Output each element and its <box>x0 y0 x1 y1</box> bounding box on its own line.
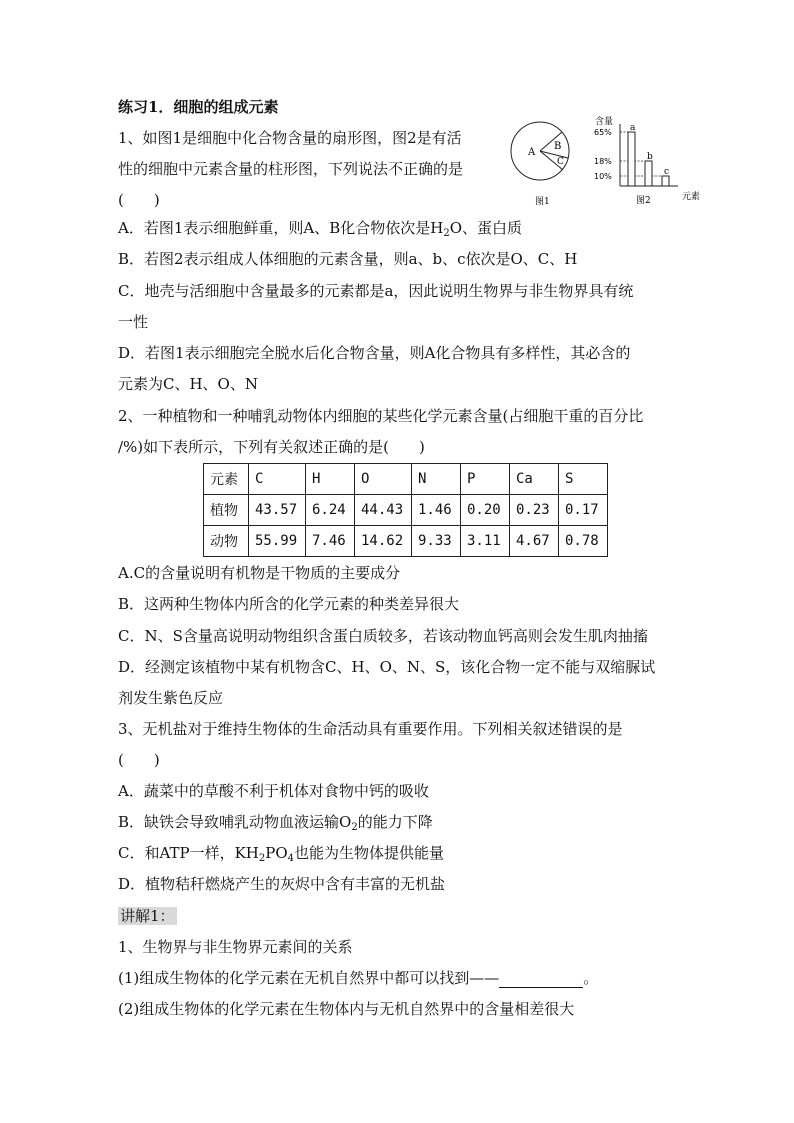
chart-caption: 图2 <box>636 196 651 206</box>
table-cell: 43.57 <box>249 495 306 526</box>
q2-stem-line-2: /%)如下表所示，下列有关叙述正确的是( ) <box>118 438 425 456</box>
q1-option-a-text-end: O、蛋白质 <box>449 219 523 237</box>
q3-option-d: D．植物秸秆燃烧产生的灰烬中含有丰富的无机盐 <box>118 875 446 893</box>
q3-option-c-text-mid: PO <box>265 844 288 862</box>
q2-option-c: C．N、S含量高说明动物组织含蛋白质较多，若该动物血钙高则会发生肌肉抽搐 <box>118 627 648 645</box>
q3-stem-line-1: 3、无机盐对于维持生物体的生命活动具有重要作用。下列相关叙述错误的是 <box>118 720 623 738</box>
table-cell: N <box>412 464 461 495</box>
table-cell: 7.46 <box>306 526 355 557</box>
q3-option-c <box>118 843 444 863</box>
explanation-point-1: 1、生物界与非生物界元素间的关系 <box>118 938 353 956</box>
y-tick-label: 65% <box>594 128 612 137</box>
answer-blank <box>499 973 583 988</box>
q3-option-b-text: B．缺铁会导致哺乳动物血液运输O <box>118 813 352 831</box>
q3-option-b <box>118 812 433 832</box>
subscript: 2 <box>443 228 450 239</box>
explanation-label-text: 讲解1： <box>120 907 175 925</box>
pie-caption: 图1 <box>535 197 550 207</box>
q1-option-b: B．若图2表示组成人体细胞的元素含量，则a、b、c依次是O、C、H <box>118 250 578 268</box>
pie-label-a: A <box>528 147 536 158</box>
table-cell: 0.78 <box>559 526 608 557</box>
table-cell: 0.17 <box>559 495 608 526</box>
q1-option-c-line-2: 一性 <box>118 313 149 331</box>
table-cell: P <box>461 464 510 495</box>
table-cell: 元素 <box>204 464 249 495</box>
y-tick-label: 10% <box>594 172 612 181</box>
bar-label-c: c <box>664 167 670 177</box>
table-header-row <box>204 464 608 495</box>
bar-a <box>628 132 635 186</box>
figure-1-pie-chart <box>510 118 576 210</box>
chart-y-label: 含量 <box>595 117 614 127</box>
q3-option-c-text-end: 也能为生物体提供能量 <box>294 844 445 862</box>
pie-label-c: C <box>557 157 564 167</box>
q2-option-a: A.C的含量说明有机物是干物质的主要成分 <box>118 564 401 582</box>
y-tick-label: 18% <box>594 157 612 166</box>
subscript: 2 <box>258 853 266 864</box>
q2-option-d-line-2: 剂发生紫色反应 <box>118 689 224 707</box>
table-row <box>204 495 608 526</box>
subscript: 4 <box>287 853 295 864</box>
explanation-label <box>118 906 177 926</box>
q1-option-c-line-1: C．地壳与活细胞中含量最多的元素都是a，因此说明生物界与非生物界具有统 <box>118 282 634 300</box>
table-cell: 动物 <box>204 526 249 557</box>
table-cell: S <box>559 464 608 495</box>
bar-label-a: a <box>630 123 636 133</box>
table-cell: 1.46 <box>412 495 461 526</box>
table-cell: Ca <box>510 464 559 495</box>
q3-option-a: A．蔬菜中的草酸不利于机体对食物中钙的吸收 <box>118 782 429 800</box>
q1-stem-line-1: 1、如图1是细胞中化合物含量的扇形图，图2是有活 <box>118 129 462 147</box>
bar-c <box>662 176 669 186</box>
q2-option-d-line-1: D．经测定该植物中某有机物含C、H、O、N、S，该化合物一定不能与双缩脲试 <box>118 658 656 676</box>
q3-answer-bracket: ( ) <box>118 751 160 769</box>
table-cell: 植物 <box>204 495 249 526</box>
figure-2-bar-chart <box>592 110 704 208</box>
table-cell: 3.11 <box>461 526 510 557</box>
table-cell: 4.67 <box>510 526 559 557</box>
explanation-text: (1)组成生物体的化学元素在无机自然界中都可以找到—— <box>118 969 500 987</box>
chart-x-label: 元素 <box>682 192 701 202</box>
q3-option-c-text: C．和ATP一样，KH <box>118 844 259 862</box>
table-cell: 14.62 <box>355 526 412 557</box>
table-cell: O <box>355 464 412 495</box>
section-title: 练习1．细胞的组成元素 <box>118 98 279 116</box>
q1-option-a-text: A．若图1表示细胞鲜重，则A、B化合物依次是H <box>118 219 444 237</box>
bar-label-b: b <box>647 152 653 162</box>
q1-option-a <box>118 218 522 238</box>
subscript: 2 <box>351 822 358 833</box>
table-cell: C <box>249 464 306 495</box>
q2-stem-line-1: 2、一种植物和一种哺乳动物体内细胞的某些化学元素含量(占细胞干重的百分比 <box>118 407 644 425</box>
q2-option-b: B．这两种生物体内所含的化学元素的种类差异很大 <box>118 595 460 613</box>
pie-label-b: B <box>554 141 562 152</box>
table-row <box>204 526 608 557</box>
table-cell: H <box>306 464 355 495</box>
element-content-table <box>203 463 608 557</box>
table-cell: 6.24 <box>306 495 355 526</box>
explanation-point-1-2: (2)组成生物体的化学元素在生物体内与无机自然界中的含量相差很大 <box>118 1000 575 1018</box>
explanation-point-1-1 <box>118 968 598 988</box>
q3-option-b-text-end: 的能力下降 <box>357 813 433 831</box>
table-cell: 0.20 <box>461 495 510 526</box>
q1-answer-bracket: ( ) <box>118 191 160 209</box>
table-cell: 0.23 <box>510 495 559 526</box>
bar-b <box>645 161 652 186</box>
table-cell: 44.43 <box>355 495 412 526</box>
explanation-text-end: 。 <box>583 969 599 987</box>
q1-stem-line-2: 性的细胞中元素含量的柱形图，下列说法不正确的是 <box>118 160 464 178</box>
table-cell: 55.99 <box>249 526 306 557</box>
q1-option-d-line-1: D．若图1表示细胞完全脱水后化合物含量，则A化合物具有多样性，其必含的 <box>118 344 631 362</box>
table-cell: 9.33 <box>412 526 461 557</box>
q1-option-d-line-2: 元素为C、H、O、N <box>118 375 258 393</box>
